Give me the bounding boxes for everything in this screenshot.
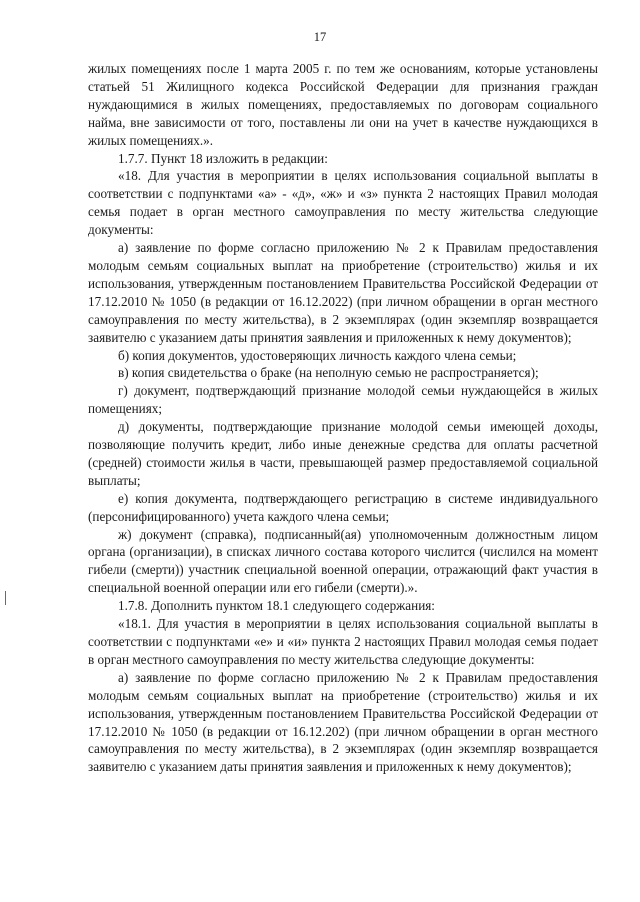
list-item-v: в) копия свидетельства о браке (на неполную семью не распространяется); (118, 365, 539, 381)
paragraph-amendment-1-7-7: 1.7.7. Пункт 18 изложить в редакции: (118, 150, 328, 166)
list-item-g: г) документ, подтверждающий признание молодой семьи нуждающейся в жилых помещениях; (88, 383, 598, 417)
list-item-e: е) копия документа, подтверждающего регистрацию в системе индивидуального (персонифицированного) учета каждого члена семьи; (88, 490, 598, 524)
document-body (88, 60, 598, 776)
scan-artifact-mark (5, 591, 6, 605)
list-item-a-second: а) заявление по форме согласно приложению № 2 к Правилам предоставления молодым семьям социальных выплат на приобретение (строительство) жилья и их использования, утвержденным постановлением Правительства Российской Федерации от 17.12.2010 № 1050 (в редакции от 16.12.202) (при личном обращении в орган местного самоуправления по месту жительства), в 2 экземплярах (один экземпляр возвращается заявителю с указанием даты принятия заявления и приложенных к нему документов); (88, 669, 598, 775)
list-item-zh: ж) документ (справка), подписанный(ая) уполномоченным должностным лицом органа (организации), в списках личного состава которого числится (числился на момент гибели (смерти)) участник специальной военной операции, отражающий факт участия в специальной военной операции или его гибели (смерти).». (88, 526, 598, 596)
list-item-a: а) заявление по форме согласно приложению № 2 к Правилам предоставления молодым семьям социальных выплат на приобретение (строительство) жилья и их использования, утвержденным постановлением Правительства Российской Федерации от 17.12.2010 № 1050 (в редакции от 16.12.2022) (при личном обращении в орган местного самоуправления по месту жительства), в 2 экземплярах (один экземпляр возвращается заявителю с указанием даты принятия заявления и приложенных к нему документов); (88, 240, 598, 345)
list-item-b: б) копия документов, удостоверяющих личность каждого члена семьи; (118, 347, 517, 363)
page-number: 17 (313, 30, 327, 44)
paragraph-amendment-1-7-8: 1.7.8. Дополнить пунктом 18.1 следующего содержания: (118, 598, 435, 614)
list-item-d: д) документы, подтверждающие признание молодой семьи имеющей доходы, позволяющие получить кредит, либо иные денежные средства для оплаты расчетной (средней) стоимости жилья в части, превышающей размер предоставляемой социальной выплаты; (88, 419, 598, 488)
paragraph-clause-18-1: «18.1. Для участия в мероприятии в целях использования социальной выплаты в соответствии с подпунктами «е» и «и» пункта 2 настоящих Правил молодая семья подает в орган местного самоуправления по месту жительства следующие документы: (88, 616, 598, 667)
paragraph-clause-18: «18. Для участия в мероприятии в целях использования социальной выплаты в соответствии с подпунктами «а» - «д», «ж» и «з» пункта 2 настоящих Правил молодая семья подает в орган местного самоуправления по месту жительства следующие документы: (88, 168, 598, 238)
paragraph-continuation: жилых помещениях после 1 марта 2005 г. по тем же основаниям, которые установлены статьей 51 Жилищного кодекса Российской Федерации для признания граждан нуждающимися в жилых помещениях, предоставляемых по договорам социального найма, вне зависимости от того, поставлены ли они на учет в качестве нуждающихся в жилых помещениях.». (88, 61, 598, 148)
